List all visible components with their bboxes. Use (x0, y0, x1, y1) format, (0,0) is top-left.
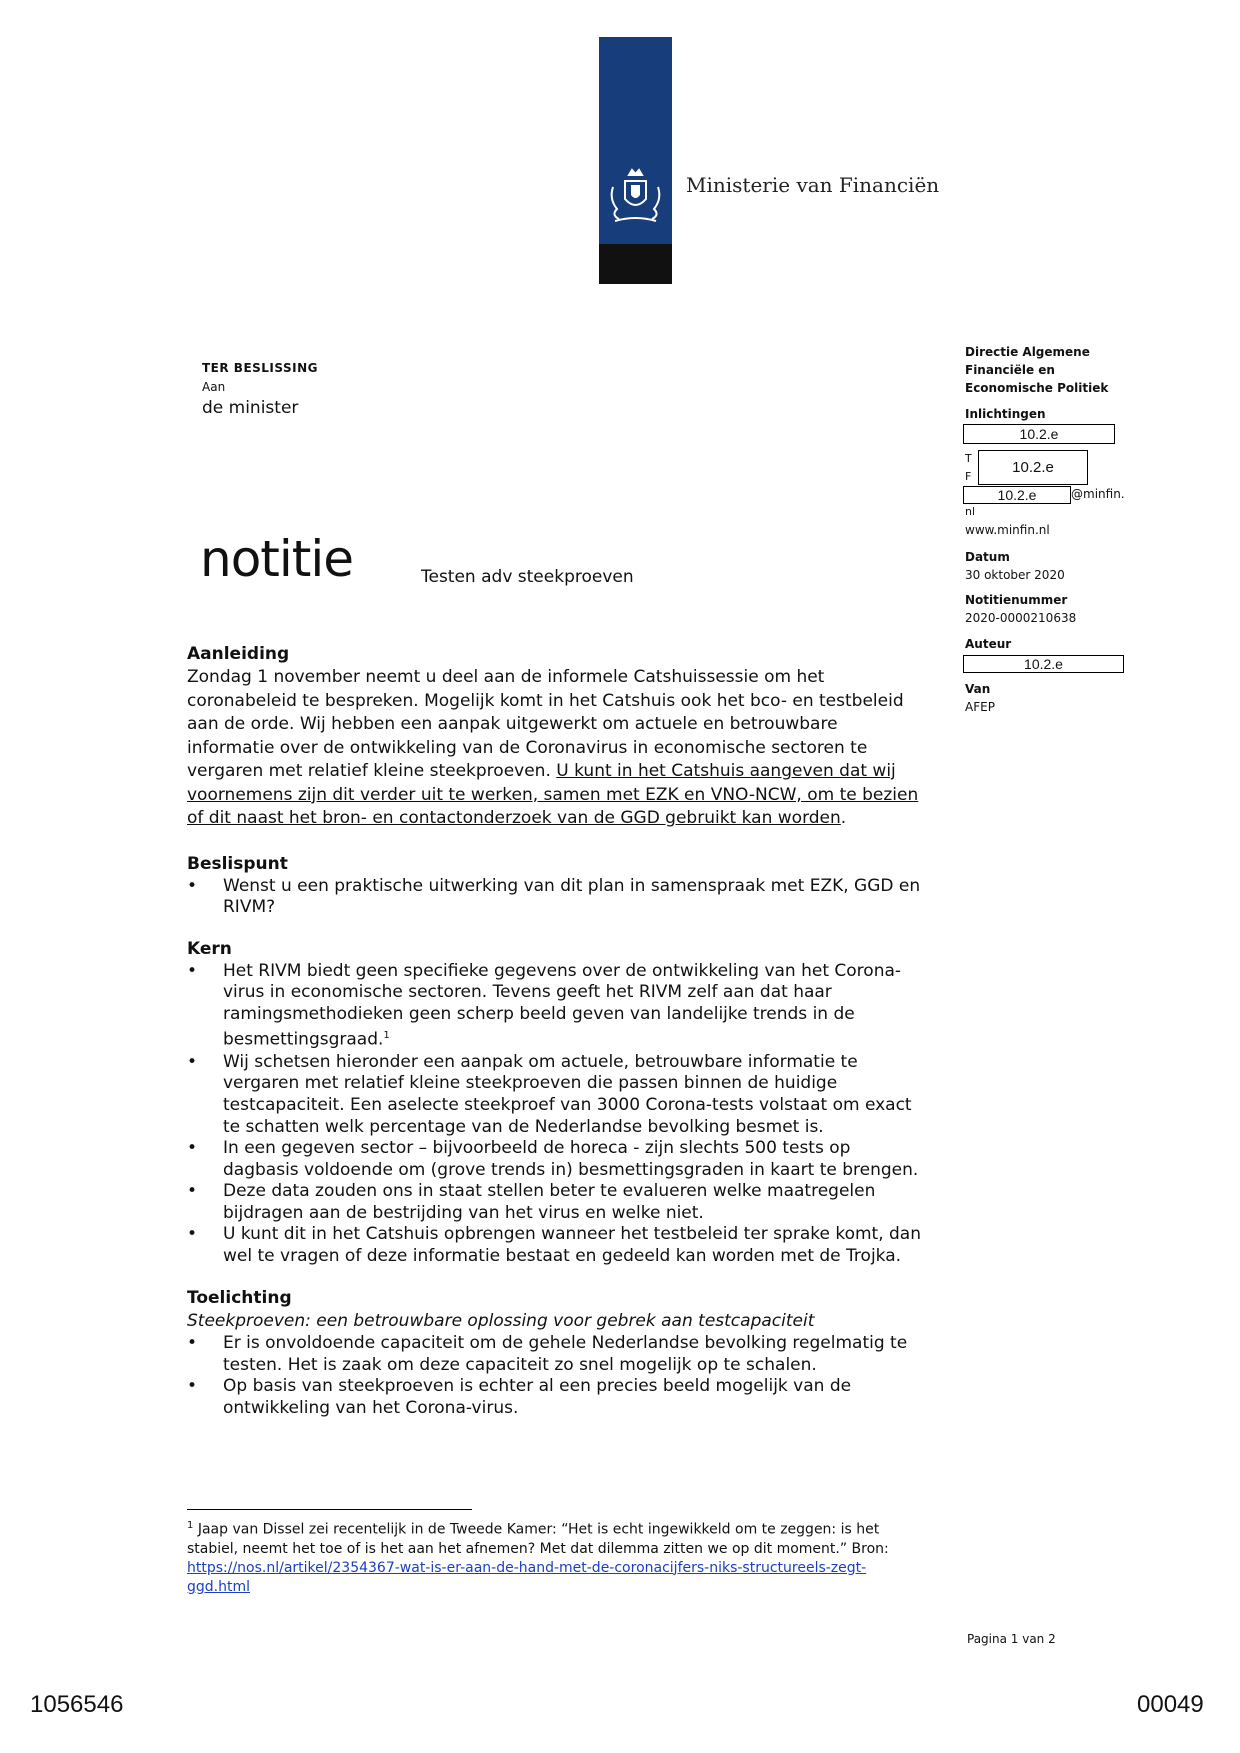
list-item: • Wenst u een praktische uitwerking van dit plan in samenspraak met EZK, GGD en RIVM? (187, 876, 922, 919)
heading-toelichting: Toelichting (187, 1287, 292, 1308)
document-body (187, 643, 922, 1420)
heading-aanleiding: Aanleiding (187, 644, 290, 664)
email-suffix-nl: nl (965, 505, 976, 518)
aanleiding-text: Zondag 1 november neemt u deel aan de informele Catshuissessie om het coronabeleid te bespreken. Mogelijk komt in het Catshuis ook het bco- en testbeleid aan de orde. Wij hebben een aanpak uitgewerkt om actuele en betrouwbare informatie over de ontwikkeling van de Coronavirus in economische sectoren te vergaren met relatief kleine steekproeven. (187, 667, 904, 781)
toelichting-list (187, 1333, 922, 1419)
redaction-box-email: 10.2.e (963, 486, 1071, 504)
department-line-2: Financiële en (965, 363, 1055, 377)
redaction-box-inlichtingen: 10.2.e (963, 424, 1115, 444)
footnote-text: Jaap van Dissel zei recentelijk in de Tweede Kamer: “Het is echt ingewikkeld om te zeggen: is het stabiel, neemt het toe of is het aan het afnemen? Met dat dilemma zitten we op dit moment.” Bron: (187, 1521, 889, 1557)
heading-kern: Kern (187, 938, 232, 959)
aanleiding-period: . (840, 808, 847, 828)
department-line-1: Directie Algemene (965, 345, 1090, 359)
fax-label: F (965, 470, 972, 483)
department-line-3: Economische Politiek (965, 381, 1109, 395)
phone-label: T (965, 452, 972, 465)
van-label: Van (965, 682, 991, 696)
document-subject: Testen adv steekproeven (421, 567, 634, 587)
datum-value: 30 oktober 2020 (965, 568, 1065, 582)
list-item: • Deze data zouden ons in staat stellen beter te evalueren welke maatregelen bijdragen aan de bestrijding van het virus en welke niet. (187, 1181, 922, 1224)
inlichtingen-label: Inlichtingen (965, 407, 1046, 421)
list-item: • U kunt dit in het Catshuis opbrengen wanneer het testbeleid ter sprake komt, dan wel te vragen of deze informatie bestaat en gedeeld kan worden met de Trojka. (187, 1224, 922, 1267)
list-item (187, 961, 922, 1052)
section-aanleiding (187, 643, 922, 831)
recipient: de minister (202, 398, 299, 418)
ministry-logo (599, 37, 672, 284)
ministry-name: Ministerie van Financiën (686, 173, 940, 197)
redaction-box-auteur: 10.2.e (963, 655, 1124, 673)
kern-bullet-1-text: Het RIVM biedt geen specifieke gegevens over de ontwikkeling van het Corona-virus in economische sectoren. Tevens geeft het RIVM zelf aan dat haar ramingsmethodieken geen scherp beeld geven van landelijke trends in de besmettingsgraad. (223, 960, 902, 1051)
kern-list (187, 961, 922, 1268)
notitienummer-value: 2020-0000210638 (965, 611, 1077, 625)
list-item: • Wij schetsen hieronder een aanpak om actuele, betrouwbare informatie te vergaren met relatief kleine steekproeven die passen binnen de huidige testcapaciteit. Een aselecte steekproef van 3000 Corona-tests volstaat om exact te schatten welk percentage van de Nederlandse bevolking besmet is. (187, 1052, 922, 1138)
toelichting-subheading (187, 1310, 922, 1334)
section-toelichting (187, 1287, 922, 1420)
list-item: • Op basis van steekproeven is echter al een precies beeld mogelijk van de ontwikkeling van het Corona-virus. (187, 1376, 922, 1419)
email-suffix: @minfin. (1071, 487, 1125, 501)
footnote-source-link[interactable]: https://nos.nl/artikel/2354367-wat-is-er-aan-de-hand-met-de-coronacijfers-niks-structureels-zegt-ggd.html (187, 1559, 867, 1595)
website: www.minfin.nl (965, 523, 1050, 537)
auteur-label: Auteur (965, 637, 1012, 651)
document-type-title: notitie (200, 530, 354, 588)
aan-label: Aan (202, 380, 226, 394)
footnote (187, 1516, 922, 1597)
section-kern (187, 938, 922, 1268)
coat-of-arms-icon (607, 167, 664, 227)
document-id-right: 00049 (1137, 1691, 1204, 1718)
list-item: • In een gegeven sector – bijvoorbeeld de horeca - zijn slechts 500 tests op dagbasis voldoende om (grove trends in) besmettingsgraden in kaart te brengen. (187, 1138, 922, 1181)
footnote-number: 1 (187, 1520, 194, 1531)
document-id-left: 1056546 (30, 1691, 124, 1718)
heading-beslispunt: Beslispunt (187, 853, 288, 874)
footnote-divider (187, 1509, 472, 1510)
section-beslispunt (187, 853, 922, 919)
page-number: Pagina 1 van 2 (967, 1632, 1056, 1646)
footnote-ref: 1 (383, 1030, 390, 1042)
beslispunt-list (187, 876, 922, 919)
ter-beslissing-label: TER BESLISSING (202, 361, 319, 375)
toelichting-subheading-text: Steekproeven: een betrouwbare oplossing voor gebrek aan testcapaciteit (187, 1310, 815, 1331)
van-value: AFEP (965, 700, 995, 714)
notitienummer-label: Notitienummer (965, 593, 1068, 607)
aanleiding-paragraph (187, 666, 922, 831)
list-item: • Er is onvoldoende capaciteit om de gehele Nederlandse bevolking regelmatig te testen. Het is zaak om deze capaciteit zo snel mogelijk op te schalen. (187, 1333, 922, 1376)
datum-label: Datum (965, 550, 1010, 564)
aanleiding-underlined-text: U kunt in het Catshuis aangeven dat wij voornemens zijn dit verder uit te werken, samen met EZK en VNO-NCW, om te bezien of dit naast het bron- en contactonderzoek van de GGD gebruikt kan worden (187, 761, 919, 828)
redaction-box-phone: 10.2.e (978, 450, 1088, 485)
